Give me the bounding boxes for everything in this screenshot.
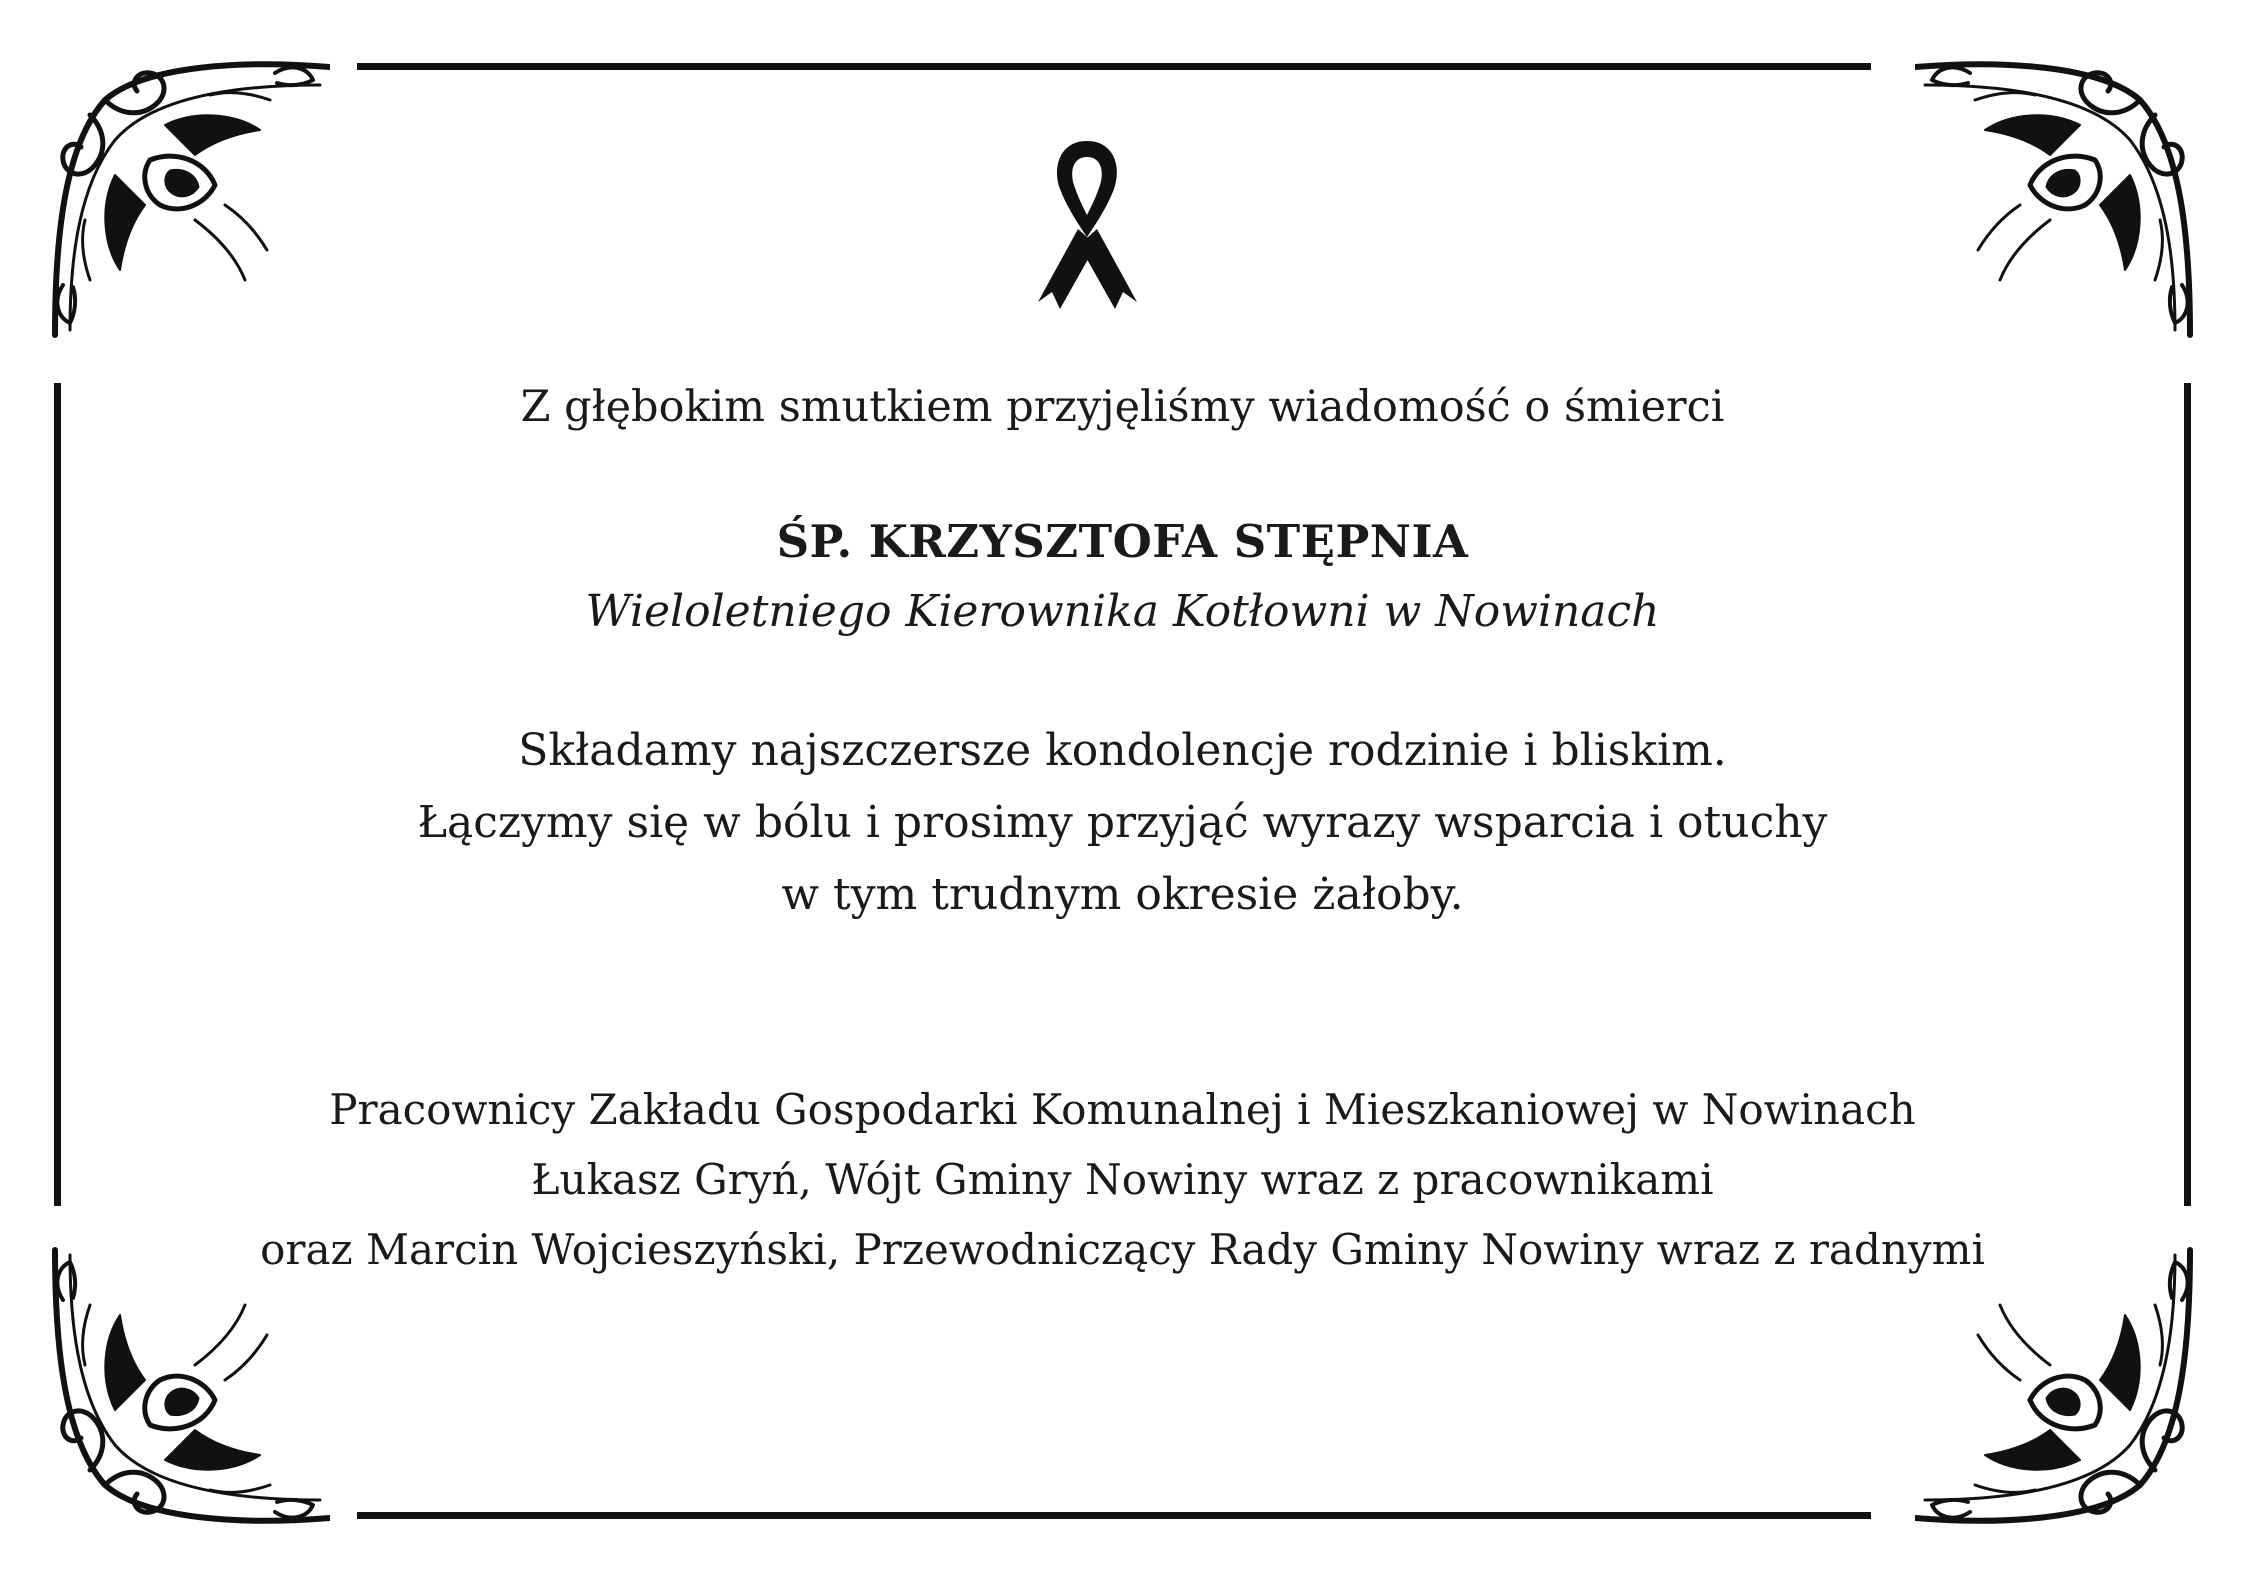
deceased-role: Wieloletniego Kierownika Kotłowni w Nowinach [585,586,1660,637]
signatory-line: oraz Marcin Wojcieszyński, Przewodniczący Rady Gminy Nowiny wraz z radnymi [260,1225,1985,1274]
corner-ornament-top-right-icon [1915,55,2200,340]
corner-ornament-top-left-icon [45,55,330,340]
intro-text: Z głębokim smutkiem przyjęliśmy wiadomość o śmierci [520,382,1725,432]
corner-ornament-bottom-right-icon [1915,1245,2200,1530]
deceased-name: ŚP. KRZYSZTOFA STĘPNIA [776,515,1469,568]
signatory-line: Pracownicy Zakładu Gospodarki Komunalnej i Mieszkaniowej w Nowinach [329,1085,1916,1134]
mourning-ribbon-icon [1030,137,1145,312]
condolence-line: Składamy najszczersze kondolencje rodzinie i bliskim. [518,725,1727,776]
frame-bottom-line [357,1512,1871,1519]
condolence-line: w tym trudnym okresie żałoby. [781,869,1464,920]
frame-top-line [357,63,1871,70]
frame-left-line [54,383,61,1206]
condolence-line: Łączymy się w bólu i prosimy przyjąć wyrazy wsparcia i otuchy [417,797,1828,848]
corner-ornament-bottom-left-icon [45,1245,330,1530]
frame-right-line [2184,383,2191,1206]
signatory-line: Łukasz Gryń, Wójt Gminy Nowiny wraz z pracownikami [531,1155,1714,1204]
